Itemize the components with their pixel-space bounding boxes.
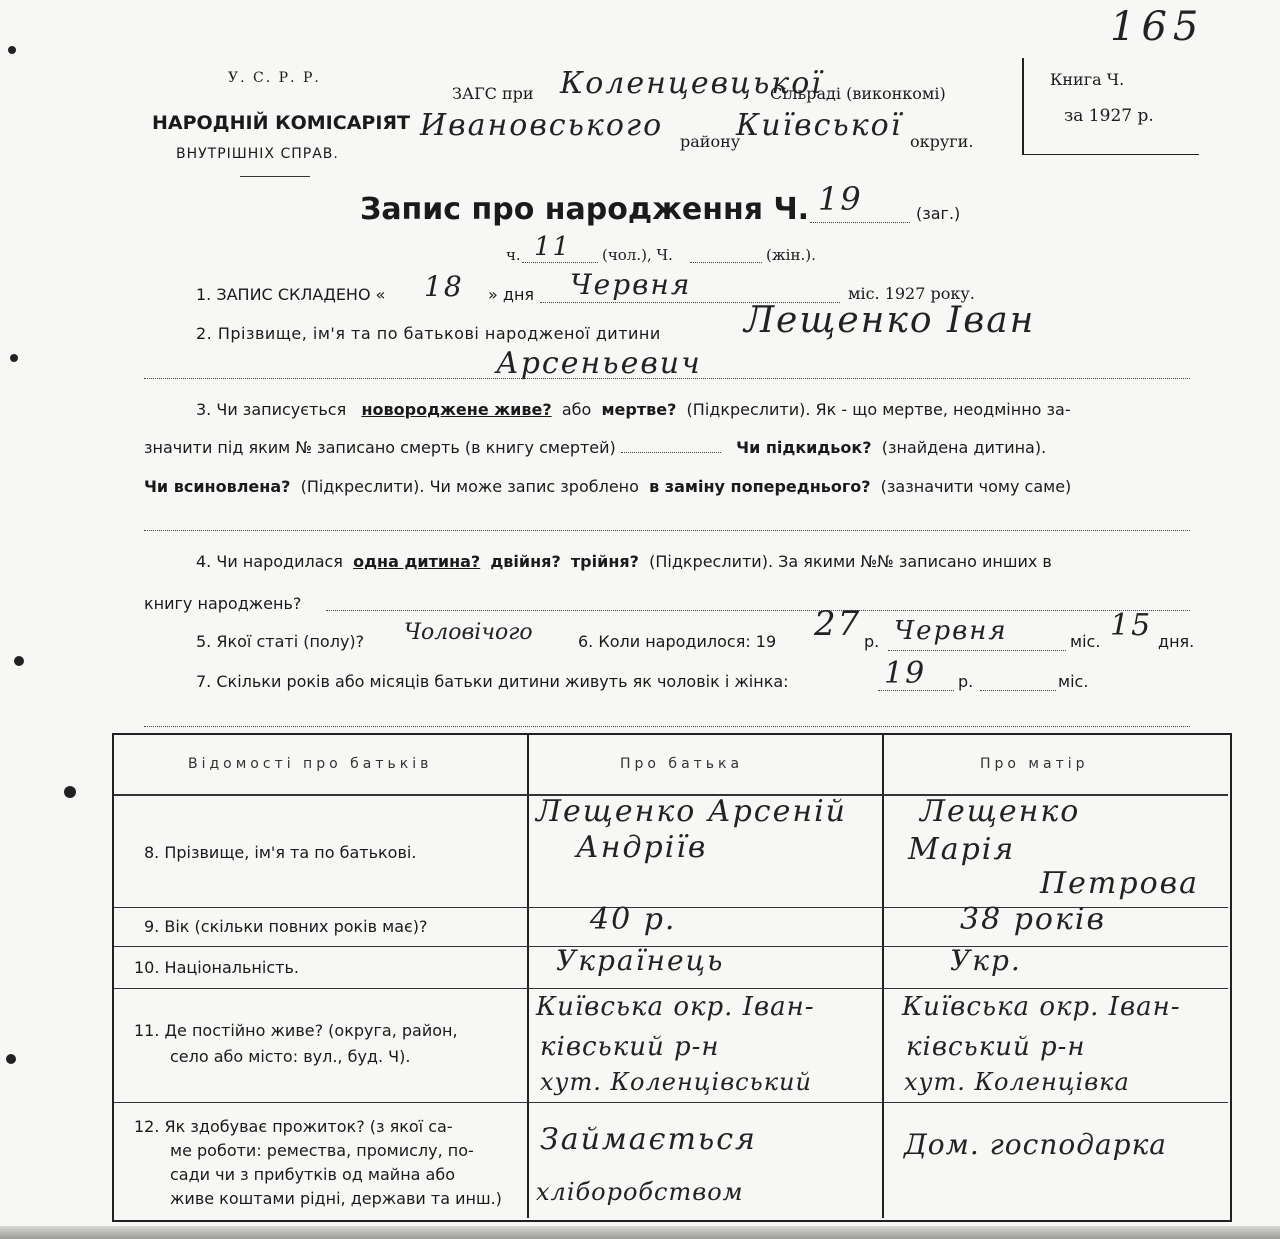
row11-father-hw-2: ківський р-н (540, 1032, 720, 1062)
record-title: Запис про народження Ч. (360, 192, 810, 227)
row12-mother-hw: Дом. господарка (904, 1128, 1167, 1161)
q4-text-1: 4. Чи народилася (196, 552, 343, 571)
male-number-handwritten: 11 (534, 232, 572, 262)
record-number-suffix: (заг.) (916, 204, 961, 223)
q3-dead-option: мертве? (601, 400, 677, 419)
book-label: Книга Ч. (1050, 70, 1125, 89)
q1-month-handwritten: Червня (570, 268, 692, 301)
row10-father-hw: Українець (556, 944, 725, 977)
q3-text-1: 3. Чи записується (196, 400, 347, 419)
table-row-divider-11 (114, 1102, 1228, 1103)
q2-line (144, 378, 1190, 379)
q6-year-suffix: р. (864, 632, 880, 651)
q3-foundling-option: Чи підкидьок? (736, 438, 872, 457)
q2-label: 2. Прізвище, ім'я та по батькові народженої дитини (196, 324, 661, 343)
row11-father-hw-3: хут. Коленцівський (540, 1068, 812, 1096)
q3-adopted-option: Чи всиновлена? (144, 477, 291, 496)
zags-village-handwritten: Коленцевцької (560, 66, 823, 101)
table-header-father: Про батька (620, 756, 744, 772)
republic-label: У. С. Р. Р. (228, 70, 321, 86)
q4-line (326, 610, 1190, 611)
row8-mother-hw-1: Лещенко (920, 794, 1081, 829)
internal-affairs-label: ВНУТРІШНІХ СПРАВ. (176, 146, 339, 162)
table-col-divider-2 (882, 735, 884, 1218)
female-label: (жін.). (766, 246, 816, 264)
q3-replacement-option: в заміну попереднього? (649, 477, 871, 496)
row11-father-hw-1: Київська окр. Іван- (536, 992, 815, 1022)
q3-text-4: (знайдена дитина). (881, 438, 1047, 457)
male-number-line (522, 262, 598, 263)
q6-month-line (888, 650, 1066, 651)
row12-label-4: живе коштами рідні, держави та инш.) (170, 1189, 502, 1208)
q6-label: 6. Коли народилося: 19 (578, 632, 777, 651)
q3-text-5: (Підкреслити). Чи може запис зроблено (300, 477, 639, 496)
q6-month-handwritten: Червня (894, 616, 1008, 646)
header-divider (240, 176, 310, 177)
row9-mother-hw: 38 років (960, 902, 1106, 937)
row10-label: 10. Національність. (134, 958, 299, 977)
scan-spot (8, 46, 16, 54)
row9-father-hw: 40 р. (590, 902, 677, 937)
row11-label-2: село або місто: вул., буд. Ч). (170, 1047, 411, 1066)
q7-years-suffix: р. (958, 672, 974, 691)
row11-mother-hw-2: ківський р-н (906, 1032, 1086, 1062)
q1-mid: » дня (488, 285, 535, 304)
q3-text-3: значити під яким № записано смерть (в книгу смертей) (144, 438, 616, 457)
q4-text-2: (Підкреслити). За якими №№ записано инших в (649, 552, 1052, 571)
q6-day-handwritten: 15 (1110, 608, 1153, 643)
table-row-divider-10 (114, 988, 1228, 989)
scan-spot (10, 354, 18, 362)
table-col-divider-1 (527, 735, 529, 1218)
q6-year-handwritten: 27 (814, 604, 862, 644)
q7-years-handwritten: 19 (884, 656, 927, 691)
record-number-line (810, 222, 910, 223)
q6-month-suffix: міс. (1070, 632, 1101, 651)
row12-father-hw-1: Займається (540, 1122, 757, 1157)
okruga-handwritten: Київської (736, 108, 903, 143)
male-label: (чол.), Ч. (602, 246, 673, 264)
q7-months-line (980, 690, 1056, 691)
q7-months-suffix: міс. (1058, 672, 1089, 691)
q5-sex-handwritten: Чоловічого (404, 620, 533, 645)
q4-twins-option: двійня? (490, 552, 561, 571)
scan-bottom-edge (0, 1226, 1280, 1239)
row8-father-hw-1: Лещенко Арсеній (536, 794, 848, 829)
row11-label-1: 11. Де постійно живе? (округа, район, (134, 1021, 458, 1040)
row8-father-hw-2: Андріїв (576, 830, 708, 865)
page-number-handwritten: 165 (1110, 4, 1205, 50)
district-label: району (680, 132, 741, 151)
record-number-handwritten: 19 (818, 180, 863, 218)
row8-label: 8. Прізвище, ім'я та по батькові. (144, 843, 417, 862)
q1-label: 1. ЗАПИС СКЛАДЕНО « (196, 285, 386, 304)
q7-line (144, 726, 1190, 727)
row8-mother-hw-3: Петрова (1040, 866, 1199, 901)
table-header-info: Відомості про батьків (188, 756, 433, 772)
female-number-line (690, 262, 762, 263)
scan-spot (6, 1054, 16, 1064)
okruga-label: округи. (910, 132, 974, 151)
book-year: за 1927 р. (1064, 106, 1154, 126)
q3-text-6: (зазначити чому саме) (880, 477, 1072, 496)
district-handwritten: Ивановського (420, 108, 664, 143)
row10-mother-hw: Укр. (950, 944, 1022, 977)
q4-line1 (196, 552, 1052, 571)
scan-spot (64, 786, 76, 798)
q3-text-2: (Підкреслити). Як - що мертве, неодмінно за- (686, 400, 1071, 419)
q4-triplets-option: трійня? (570, 552, 639, 571)
zags-prefix: ЗАГС при (452, 84, 534, 103)
commissariat-title: НАРОДНІЙ КОМІСАРІЯТ (152, 112, 410, 134)
q4-text-3: книгу народжень? (144, 594, 302, 613)
q3-or: або (561, 400, 592, 419)
row11-mother-hw-1: Київська окр. Іван- (902, 992, 1181, 1022)
male-prefix: ч. (506, 246, 521, 264)
row9-label: 9. Вік (скільки повних років має)? (144, 917, 428, 936)
q3-line1 (196, 400, 1071, 419)
q3-line2 (144, 438, 1046, 457)
row11-mother-hw-3: хут. Коленцівка (904, 1068, 1130, 1096)
q3-line3 (144, 477, 1071, 496)
zags-village-suffix: Сільраді (виконкомі) (770, 84, 946, 103)
q6-day-suffix: дня. (1158, 632, 1195, 651)
q3-alive-option: новороджене живе? (361, 400, 552, 419)
row8-mother-hw-2: Марія (908, 832, 1016, 867)
table-header-mother: Про матір (980, 756, 1089, 772)
q2-child-patronymic-handwritten: Арсеньевич (496, 346, 702, 381)
row12-label-3: сади чи з прибутків од майна або (170, 1165, 455, 1184)
row12-label-2: ме роботи: ремества, промислу, по- (170, 1141, 474, 1160)
q1-day-handwritten: 18 (424, 270, 464, 303)
q7-years-line (878, 690, 954, 691)
q3-line (144, 530, 1190, 531)
q5-label: 5. Якої статі (полу)? (196, 632, 365, 651)
row12-label-1: 12. Як здобуває прожиток? (з якої са- (134, 1117, 453, 1136)
q4-single-option: одна дитина? (353, 552, 481, 571)
row12-father-hw-2: хліборобством (536, 1178, 744, 1206)
scan-spot (14, 656, 24, 666)
q7-label: 7. Скільки років або місяців батьки дитини живуть як чоловік і жінка: (196, 672, 789, 691)
q1-suffix: міс. 1927 року. (848, 284, 975, 303)
q2-child-name-handwritten: Лещенко Іван (744, 300, 1036, 341)
